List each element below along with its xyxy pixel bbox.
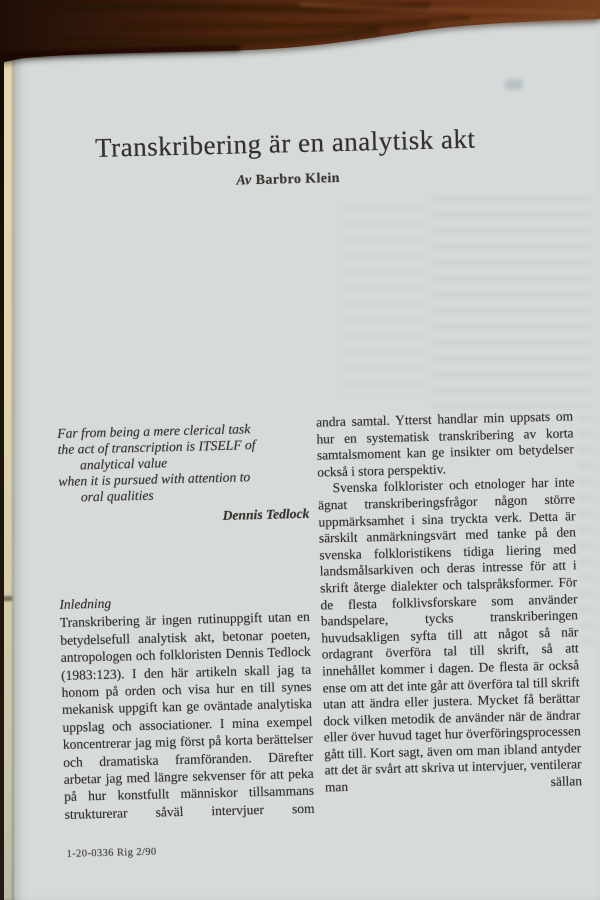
left-column xyxy=(59,590,314,823)
epigraph-line: when it is pursued with attention to xyxy=(58,468,251,489)
byline-author: Barbro Klein xyxy=(255,170,341,188)
byline-prefix: Av xyxy=(236,173,252,189)
right-column-paragraph-1: andra samtal. Ytterst handlar min uppsats om hur en systematisk transkribering av korta samtalsmoment kan ge insikter om betydelser också i stora perspektiv. xyxy=(315,408,574,480)
left-column-paragraph: Transkribering är ingen rutinuppgift utan en betydelsefull analytisk akt, betonar poeten, antropologen och folkloristen Dennis Tedlock (1983:123). I den här artikeln skall jag ta honom på orden och visa hur en till synes mekanisk uppgift kan ge oväntade analytiska uppslag och associationer. I mina exempel koncentrerar jag mig först på korta berättelser och dramatiska framföranden. Därefter arbetar jag med längre sekvenser för att peka på hur konstfullt människor tillsammans strukturerar såväl intervjuer som xyxy=(59,609,315,822)
epigraph-line: analytical value xyxy=(79,455,168,473)
footer-imprint: 1-20-0336 Rig 2/90 xyxy=(66,846,157,860)
epigraph-attribution: Dennis Tedlock xyxy=(222,505,310,523)
epigraph-line: oral qualities xyxy=(80,487,154,504)
epigraph-line: the act of transcription is ITSELF of xyxy=(57,436,256,457)
epigraph-line: Far from being a mere clerical task xyxy=(57,421,251,441)
section-heading: Inledning xyxy=(59,595,112,612)
byline xyxy=(0,165,583,195)
right-column-paragraph-2: Svenska folklorister och etnologer har inte ägnat transkriberingsfrågor någon större uppmärksamhet i sina tryckta verk. Detta är särskilt anmärkningsvärt med tanke på den svenska folkloristikens tidiga liering med landsmålsarkiven och deras intresse för att i skrift återge dialekter och talspråksformer. För de flesta folklivsforskare som använder bandspelare, tycks transkriberingen huvudsakligen syfta till att något så när ordagrant överföra tal till skrift, så att innehållet kommer i dagen. De flesta är också ense om att det inte går att överföra tal till skrift utan att ändra eller justera. Mycket få berättar dock vilken metodik de använder när de ändrar eller över huvud taget hur överföringsprocessen gått till. Kort sagt, även om man ibland antyder att det är svårt att skriva ut intervjuer, ventilerar man sällan xyxy=(317,474,583,795)
epigraph xyxy=(57,420,311,528)
article-title: Transkribering är en analytisk akt xyxy=(94,123,476,163)
right-column xyxy=(316,408,582,796)
